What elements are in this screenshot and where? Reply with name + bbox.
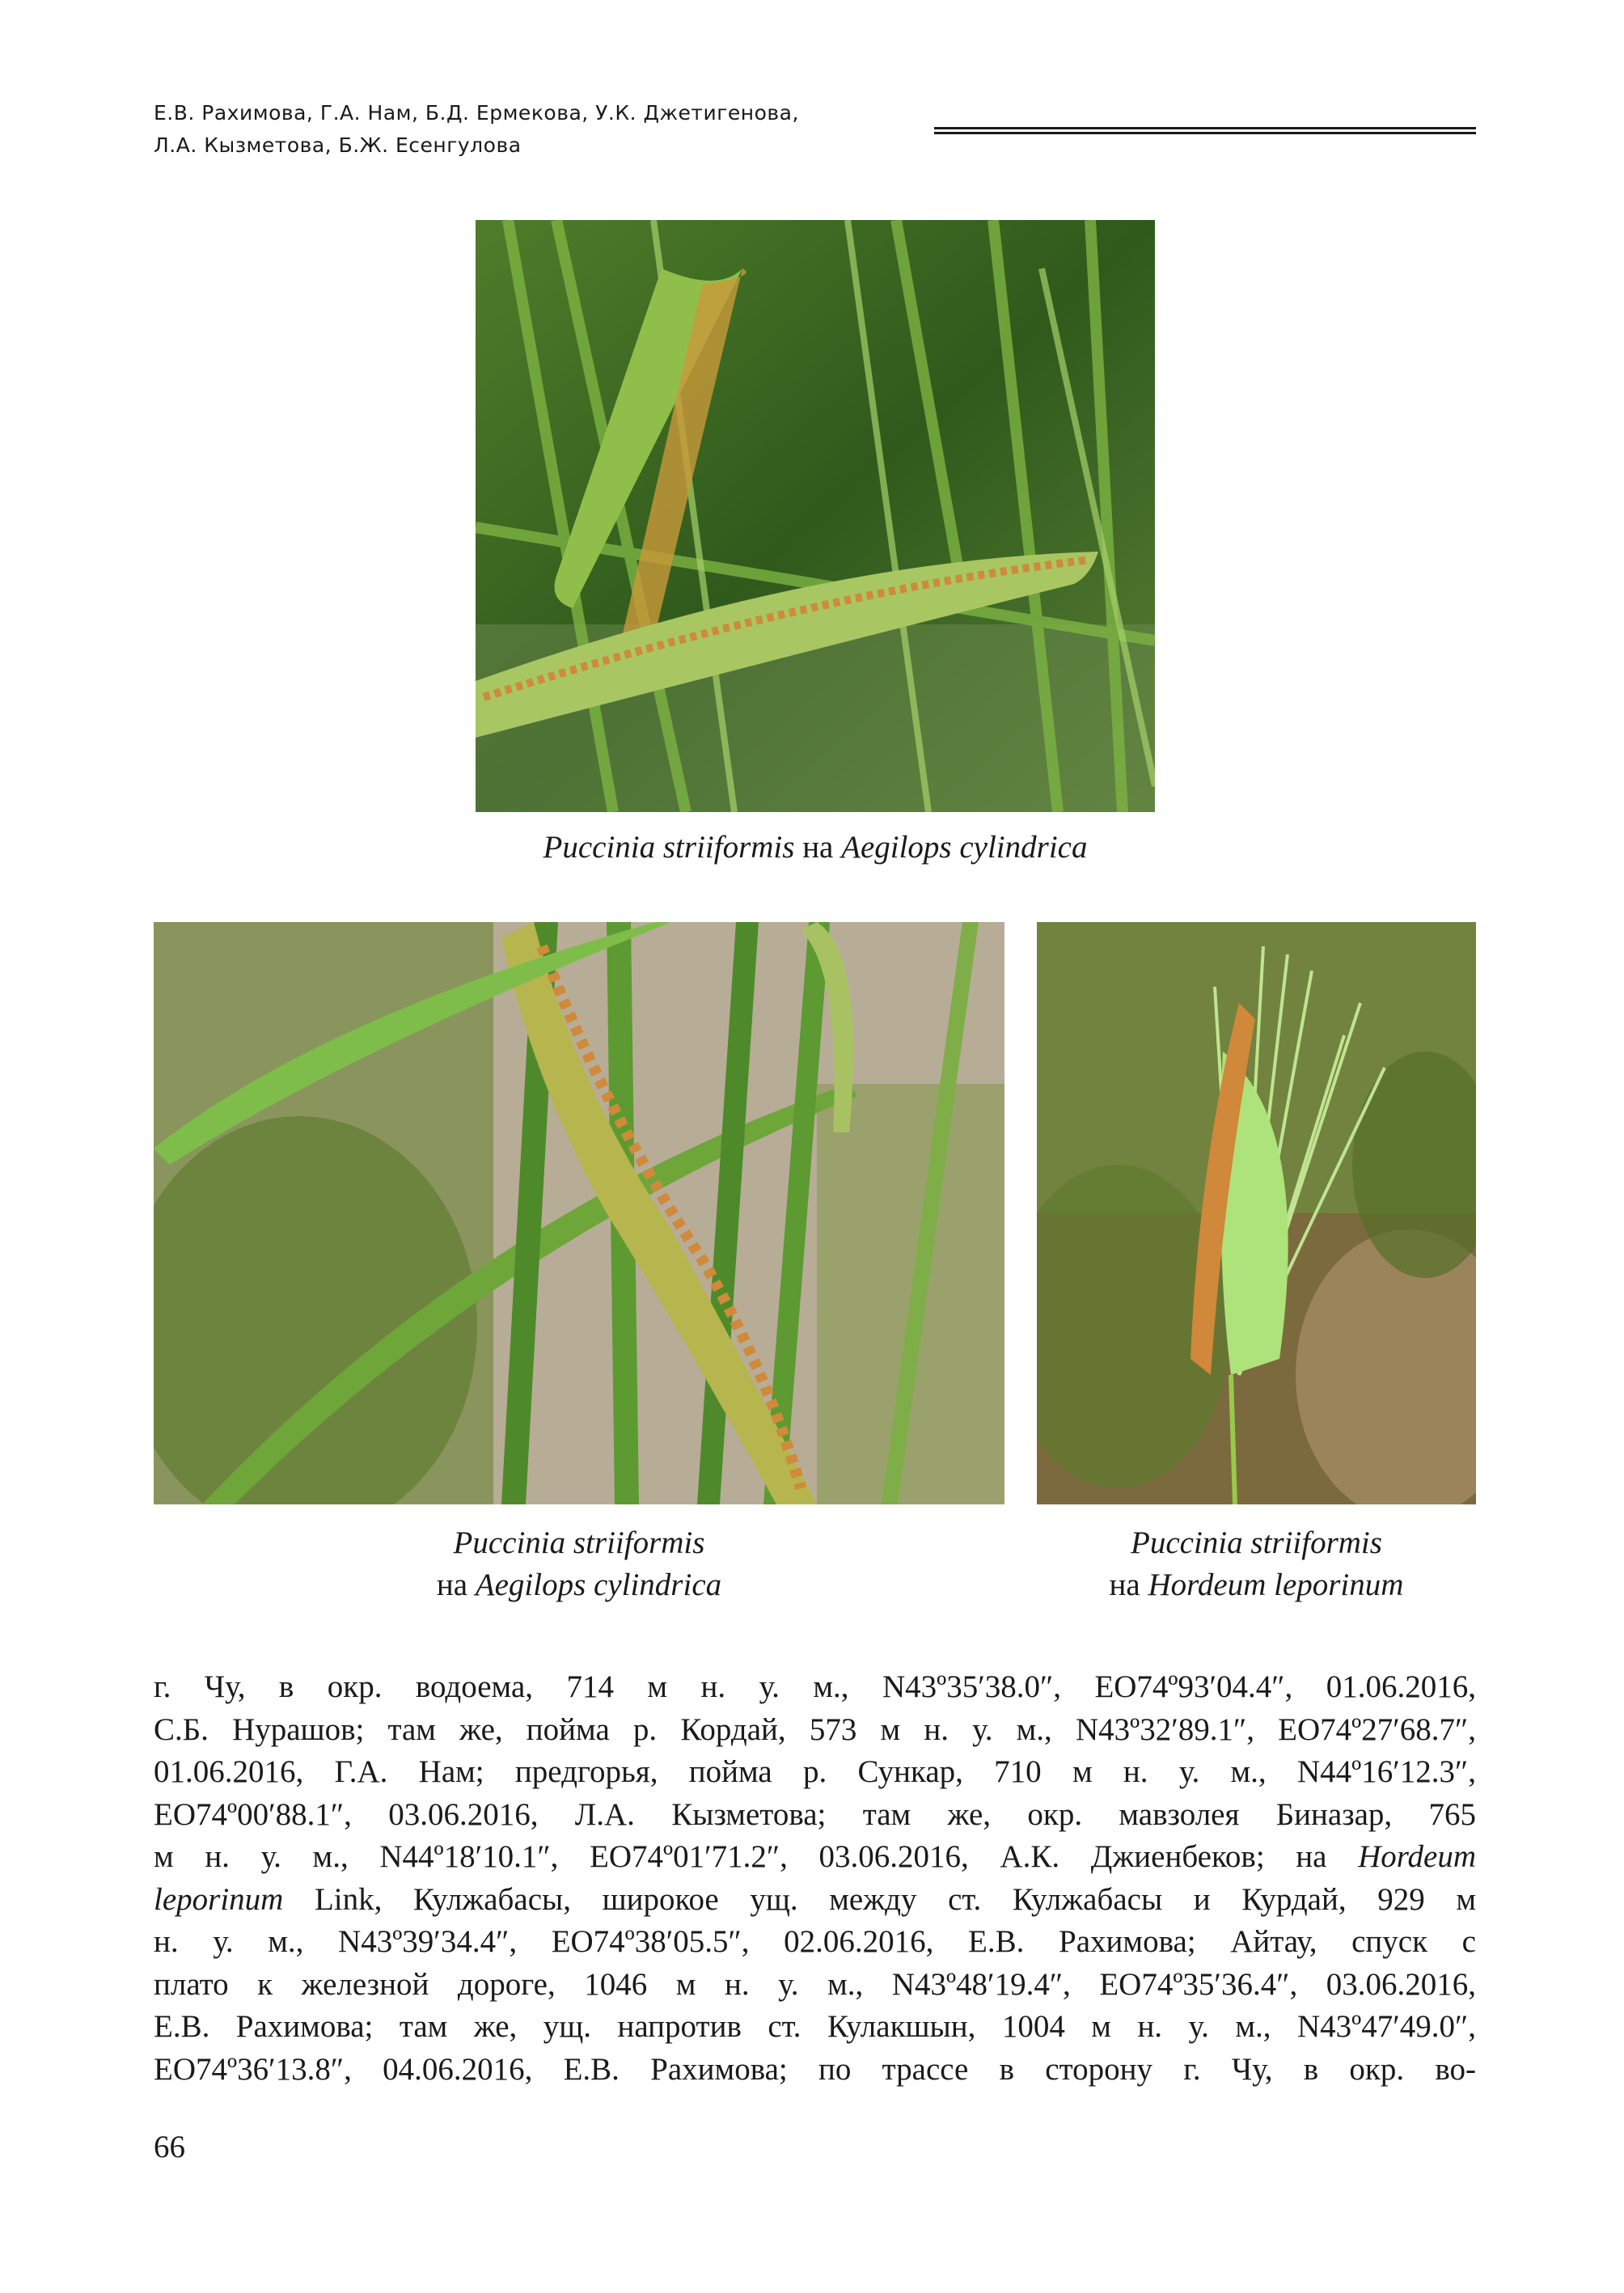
photo-hordeum (1037, 922, 1476, 1504)
caption-bottom-left (154, 1522, 1004, 1606)
page-number: 66 (154, 2130, 185, 2164)
body-line-6 (154, 1879, 1476, 1922)
running-header (154, 97, 930, 162)
body-paragraph (154, 1666, 1476, 2091)
body-line-9: Е.В. Рахимова; там же, ущ. напротив ст. Кулакшын, 1004 м н. у. м., N43º47′49.0″, (154, 2009, 1476, 2044)
body-line-3: 01.06.2016, Г.А. Нам; предгорья, пойма р. Сункар, 710 м н. у. м., N44º16′12.3″, (154, 1754, 1476, 1789)
caption-bl-host: Aegilops cylindrica (475, 1567, 722, 1602)
caption-top-species: Puccinia striiformis (543, 830, 795, 865)
caption-br-species: Puccinia striiformis (1131, 1525, 1382, 1560)
body-line-6-text: Link, Кулжабасы, широкое ущ. между ст. Кулжабасы и Курдай, 929 м (283, 1881, 1476, 1917)
caption-br-on: на (1109, 1567, 1148, 1602)
body-leporinum-italic: leporinum (154, 1881, 284, 1917)
caption-bl-on: на (436, 1567, 476, 1602)
caption-bl-species: Puccinia striiformis (453, 1525, 705, 1560)
photo-aegilops-top (476, 220, 1155, 812)
caption-bottom-right (1037, 1522, 1476, 1606)
header-rule (934, 127, 1476, 134)
caption-top-host: Aegilops cylindrica (841, 830, 1088, 865)
body-line-5 (154, 1836, 1476, 1879)
caption-br-host: Hordeum leporinum (1148, 1567, 1404, 1602)
caption-top (476, 827, 1155, 869)
caption-top-on: на (794, 830, 842, 865)
authors-line-1: Е.В. Рахимова, Г.А. Нам, Б.Д. Ермекова, У.К. Джетигенова, (154, 101, 799, 125)
body-line-10: EO74º36′13.8″, 04.06.2016, Е.В. Рахимова; по трассе в сторону г. Чу, в окр. во- (154, 2051, 1476, 2087)
body-line-2: С.Б. Нурашов; там же, пойма р. Кордай, 573 м н. у. м., N43º32′89.1″, EO74º27′68.7″, (154, 1711, 1476, 1747)
body-line-1: г. Чу, в окр. водоема, 714 м н. у. м., N43º35′38.0″, EO74º93′04.4″, 01.06.2016, (154, 1669, 1476, 1704)
body-line-5-text: м н. у. м., N44º18′10.1″, EO74º01′71.2″, 03.06.2016, А.К. Джиенбеков; на (154, 1839, 1359, 1874)
body-hordeum-italic: Hordeum (1358, 1839, 1476, 1874)
body-line-4: EO74º00′88.1″, 03.06.2016, Л.А. Кызметова; там же, окр. мавзолея Биназар, 765 (154, 1796, 1476, 1832)
body-line-7: н. у. м., N43º39′34.4″, EO74º38′05.5″, 02.06.2016, Е.В. Рахимова; Айтау, спуск с (154, 1924, 1476, 1959)
authors-line-2: Л.А. Кызметова, Б.Ж. Есенгулова (154, 133, 522, 157)
photo-aegilops-bottom (154, 922, 1004, 1504)
body-line-8: плато к железной дороге, 1046 м н. у. м., N43º48′19.4″, EO74º35′36.4″, 03.06.2016, (154, 1966, 1476, 2002)
